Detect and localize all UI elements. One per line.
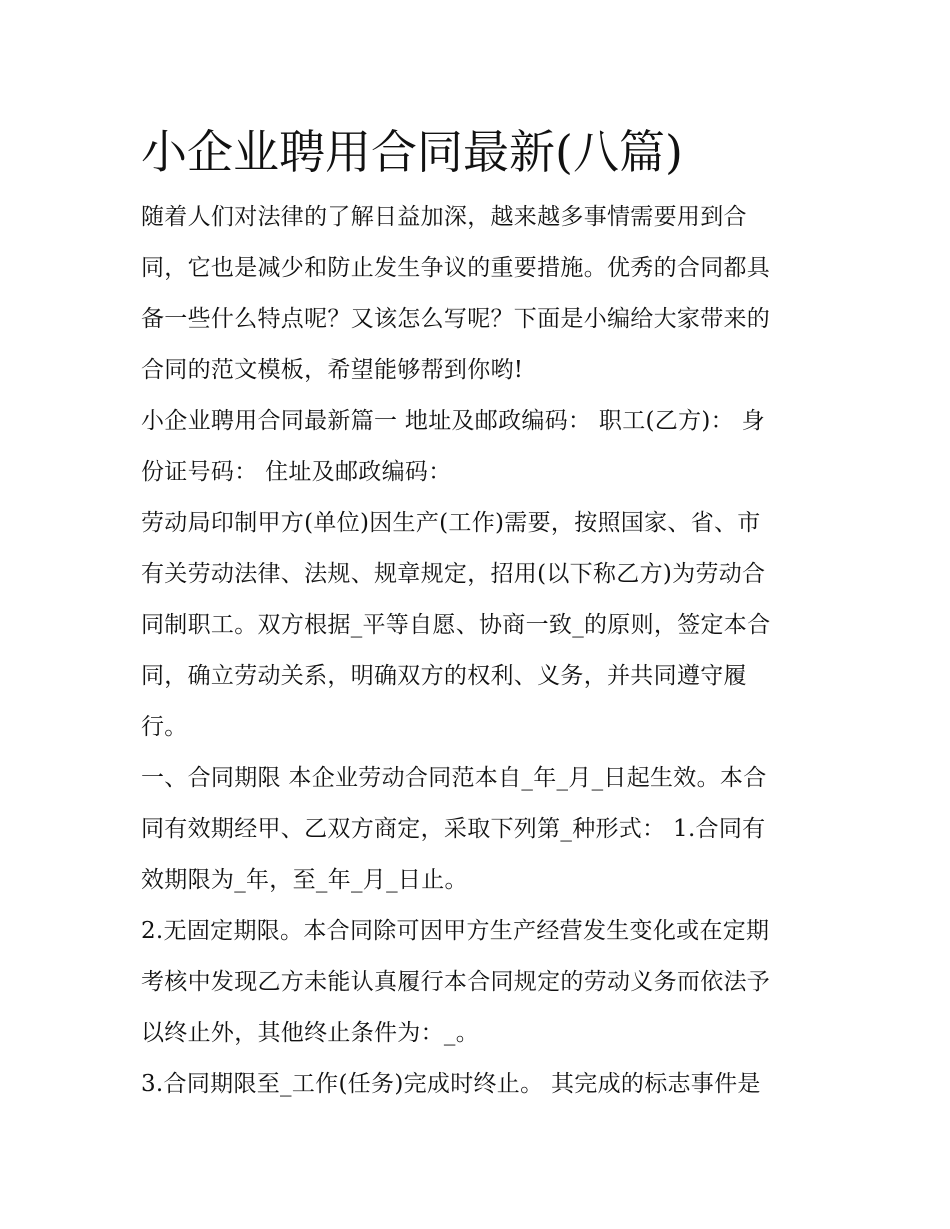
preamble-paragraph (141, 498, 831, 753)
text-line: 同有效期经甲、乙双方商定，采取下列第_种形式： 1.合同有 (141, 816, 766, 842)
text-line: 合同的范文模板，希望能够帮到你哟! (141, 357, 524, 383)
intro-paragraph (141, 192, 831, 396)
text-line: 备一些什么特点呢？又该怎么写呢？下面是小编给大家带来的 (141, 306, 771, 332)
text-line: 劳动局印制甲方(单位)因生产(工作)需要，按照国家、省、市 (141, 510, 761, 536)
text-line: 考核中发现乙方未能认真履行本合同规定的劳动义务而依法予 (141, 969, 771, 995)
text-line: 3.合同期限至_工作(任务)完成时终止。 其完成的标志事件是 (141, 1071, 761, 1097)
text-line: 一、合同期限 本企业劳动合同范本自_年_月_日起生效。本合 (141, 765, 767, 791)
text-line: 随着人们对法律的了解日益加深，越来越多事情需要用到合 (141, 204, 747, 230)
document-title: 小企业聘用合同最新(八篇) (141, 125, 683, 179)
contract-term-paragraph (141, 753, 831, 906)
document-body (141, 112, 831, 1110)
text-line: 行。 (141, 714, 188, 740)
text-line: 效期限为_年，至_年_月_日止。 (141, 867, 468, 893)
party-info-paragraph (141, 396, 831, 498)
text-line: 份证号码： 住址及邮政编码： (141, 459, 452, 485)
text-line: 同，它也是减少和防止发生争议的重要措施。优秀的合同都具 (141, 255, 771, 281)
text-line: 2.无固定期限。本合同除可因甲方生产经营发生变化或在定期 (141, 918, 770, 944)
text-line: 同制职工。双方根据_平等自愿、协商一致_的原则，签定本合 (141, 612, 771, 638)
text-line: 以终止外，其他终止条件为：_。 (141, 1020, 479, 1046)
text-line: 小企业聘用合同最新篇一 地址及邮政编码： 职工(乙方)： 身 (141, 408, 765, 434)
indefinite-term-paragraph (141, 906, 831, 1059)
task-term-paragraph (141, 1059, 831, 1110)
text-line: 有关劳动法律、法规、规章规定，招用(以下称乙方)为劳动合 (141, 561, 766, 587)
text-line: 同，确立劳动关系，明确双方的权利、义务，并共同遵守履 (141, 663, 747, 689)
